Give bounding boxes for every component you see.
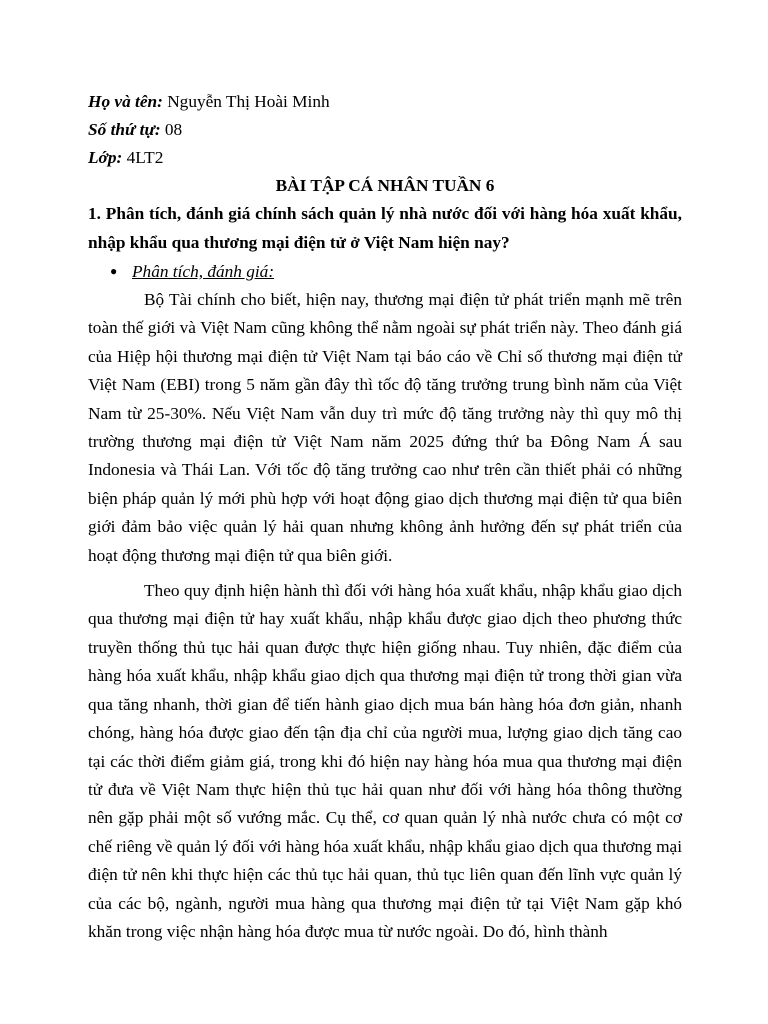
paragraph-1: Bộ Tài chính cho biết, hiện nay, thương mại điện tử phát triển mạnh mẽ trên toàn thế giới và Việt Nam cũng không thể nằm ngoài sự phát triển này. Theo đánh giá của Hiệp hội thương mại điện tử Việt Nam tại báo cáo về Chỉ số thương mại điện tử Việt Nam (EBI) trong 5 năm gần đây thì tốc độ tăng trưởng trung bình năm của Việt Nam từ 25-30%. Nếu Việt Nam vẫn duy trì mức độ tăng trưởng này thì quy mô thị trường thương mại điện tử Việt Nam năm 2025 đứng thứ ba Đông Nam Á sau Indonesia và Thái Lan. Với tốc độ tăng trưởng cao như trên cần thiết phải có những biện pháp quản lý mới phù hợp với hoạt động giao dịch thương mại điện tử qua biên giới đảm bảo việc quản lý hải quan nhưng không ảnh hưởng đến sự phát triển của hoạt động thương mại điện tử qua biên giới.: [88, 290, 682, 565]
document-content: [88, 88, 682, 953]
student-number-line: [88, 116, 682, 144]
bullet-item: [88, 257, 682, 286]
bullet-icon: ●: [110, 264, 118, 278]
name-value: Nguyễn Thị Hoài Minh: [167, 92, 330, 111]
question-heading: 1. Phân tích, đánh giá chính sách quản lý nhà nước đối với hàng hóa xuất khẩu, nhập khẩu qua thương mại điện tử ở Việt Nam hiện nay?: [88, 204, 682, 252]
student-name-line: [88, 88, 682, 116]
bullet-text: Phân tích, đánh giá:: [132, 262, 275, 281]
assignment-title: BÀI TẬP CÁ NHÂN TUẦN 6: [275, 176, 495, 195]
paragraph-2: Theo quy định hiện hành thì đối với hàng hóa xuất khẩu, nhập khẩu giao dịch qua thương mại điện tử hay xuất khẩu, nhập khẩu được giao dịch theo phương thức truyền thống thủ tục hải quan được thực hiện giống nhau. Tuy nhiên, đặc điểm của hàng hóa xuất khẩu, nhập khẩu giao dịch qua thương mại điện tử trong thời gian vừa qua tăng nhanh, thời gian để tiến hành giao dịch mua bán hàng hóa đơn giản, nhanh chóng, hàng hóa được giao đến tận địa chỉ của người mua, lượng giao dịch tăng cao tại các thời điểm giảm giá, trong khi đó hiện nay hàng hóa mua qua thương mại điện tử đưa về Việt Nam thực hiện thủ tục hải quan như đối với hàng hóa thông thường nên gặp phải một số vướng mắc. Cụ thể, cơ quan quản lý nhà nước chưa có một cơ chế riêng về quản lý đối với hàng hóa xuất khẩu, nhập khẩu giao dịch qua thương mại điện tử nên khi thực hiện các thủ tục hải quan, thủ tục liên quan đến lĩnh vực quản lý của các bộ, ngành, người mua hàng qua thương mại điện tử tại Việt Nam gặp khó khăn trong việc nhận hàng hóa được mua từ nước ngoài. Do đó, hình thành: [88, 581, 682, 941]
class-value: 4LT2: [126, 148, 164, 167]
name-label: Họ và tên:: [88, 92, 163, 111]
student-class-line: [88, 144, 682, 172]
class-label: Lớp:: [88, 148, 123, 167]
number-value: 08: [164, 120, 183, 139]
number-label: Số thứ tự:: [88, 120, 161, 139]
